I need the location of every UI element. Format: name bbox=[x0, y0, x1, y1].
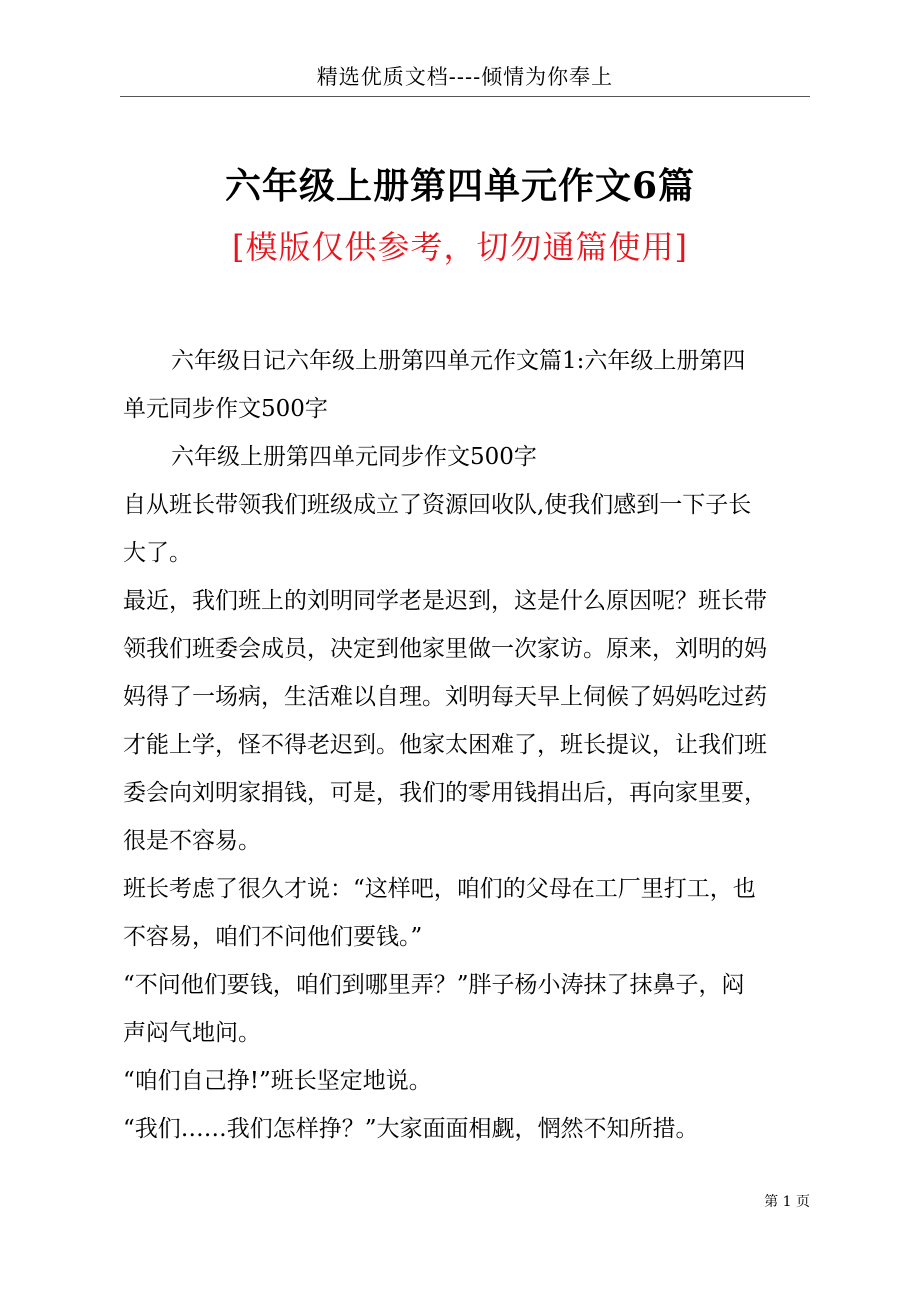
page-number-prefix: 第 bbox=[764, 1194, 779, 1210]
body-line: 班长考虑了很久才说：“这样吧，咱们的父母在工厂里打工，也 bbox=[123, 876, 756, 902]
document-title: 六年级上册第四单元作文6篇 bbox=[224, 165, 696, 207]
document-subtitle: [模版仅供参考，切勿通篇使用] bbox=[232, 228, 688, 266]
body-line: 不容易，咱们不问他们要钱。” bbox=[123, 924, 423, 950]
body-line: 自从班长带领我们班级成立了资源回收队,使我们感到一下子长 bbox=[123, 492, 752, 518]
body-line: 六年级日记六年级上册第四单元作文篇1:六年级上册第四 bbox=[171, 348, 746, 374]
body-line: 声闷气地问。 bbox=[123, 1020, 261, 1046]
header-divider bbox=[120, 96, 810, 97]
body-line: 很是不容易。 bbox=[123, 828, 261, 854]
page-number-value: 1 bbox=[782, 1194, 792, 1210]
body-line: “咱们自己挣!”班长坚定地说。 bbox=[123, 1068, 432, 1094]
document-body bbox=[123, 337, 803, 1153]
page-header: 精选优质文档----倾情为你奉上 bbox=[316, 65, 614, 89]
body-line: “我们……我们怎样挣？”大家面面相觑，惘然不知所措。 bbox=[123, 1116, 699, 1142]
body-line: 六年级上册第四单元同步作文500字 bbox=[171, 444, 537, 470]
body-line: “不问他们要钱，咱们到哪里弄？”胖子杨小涛抹了抹鼻子，闷 bbox=[123, 972, 745, 998]
body-line: 最近，我们班上的刘明同学老是迟到，这是什么原因呢？班长带 bbox=[123, 588, 767, 614]
body-line: 才能上学，怪不得老迟到。他家太困难了，班长提议，让我们班 bbox=[123, 732, 767, 758]
body-line: 委会向刘明家捐钱，可是，我们的零用钱捐出后，再向家里要， bbox=[123, 780, 767, 806]
body-line: 大了。 bbox=[123, 540, 192, 566]
page-number-suffix: 页 bbox=[796, 1194, 810, 1210]
page-number bbox=[730, 1192, 810, 1212]
body-line: 单元同步作文500字 bbox=[123, 396, 328, 422]
body-line: 领我们班委会成员，决定到他家里做一次家访。原来，刘明的妈 bbox=[123, 636, 767, 662]
body-line: 妈得了一场病，生活难以自理。刘明每天早上伺候了妈妈吃过药 bbox=[123, 684, 767, 710]
